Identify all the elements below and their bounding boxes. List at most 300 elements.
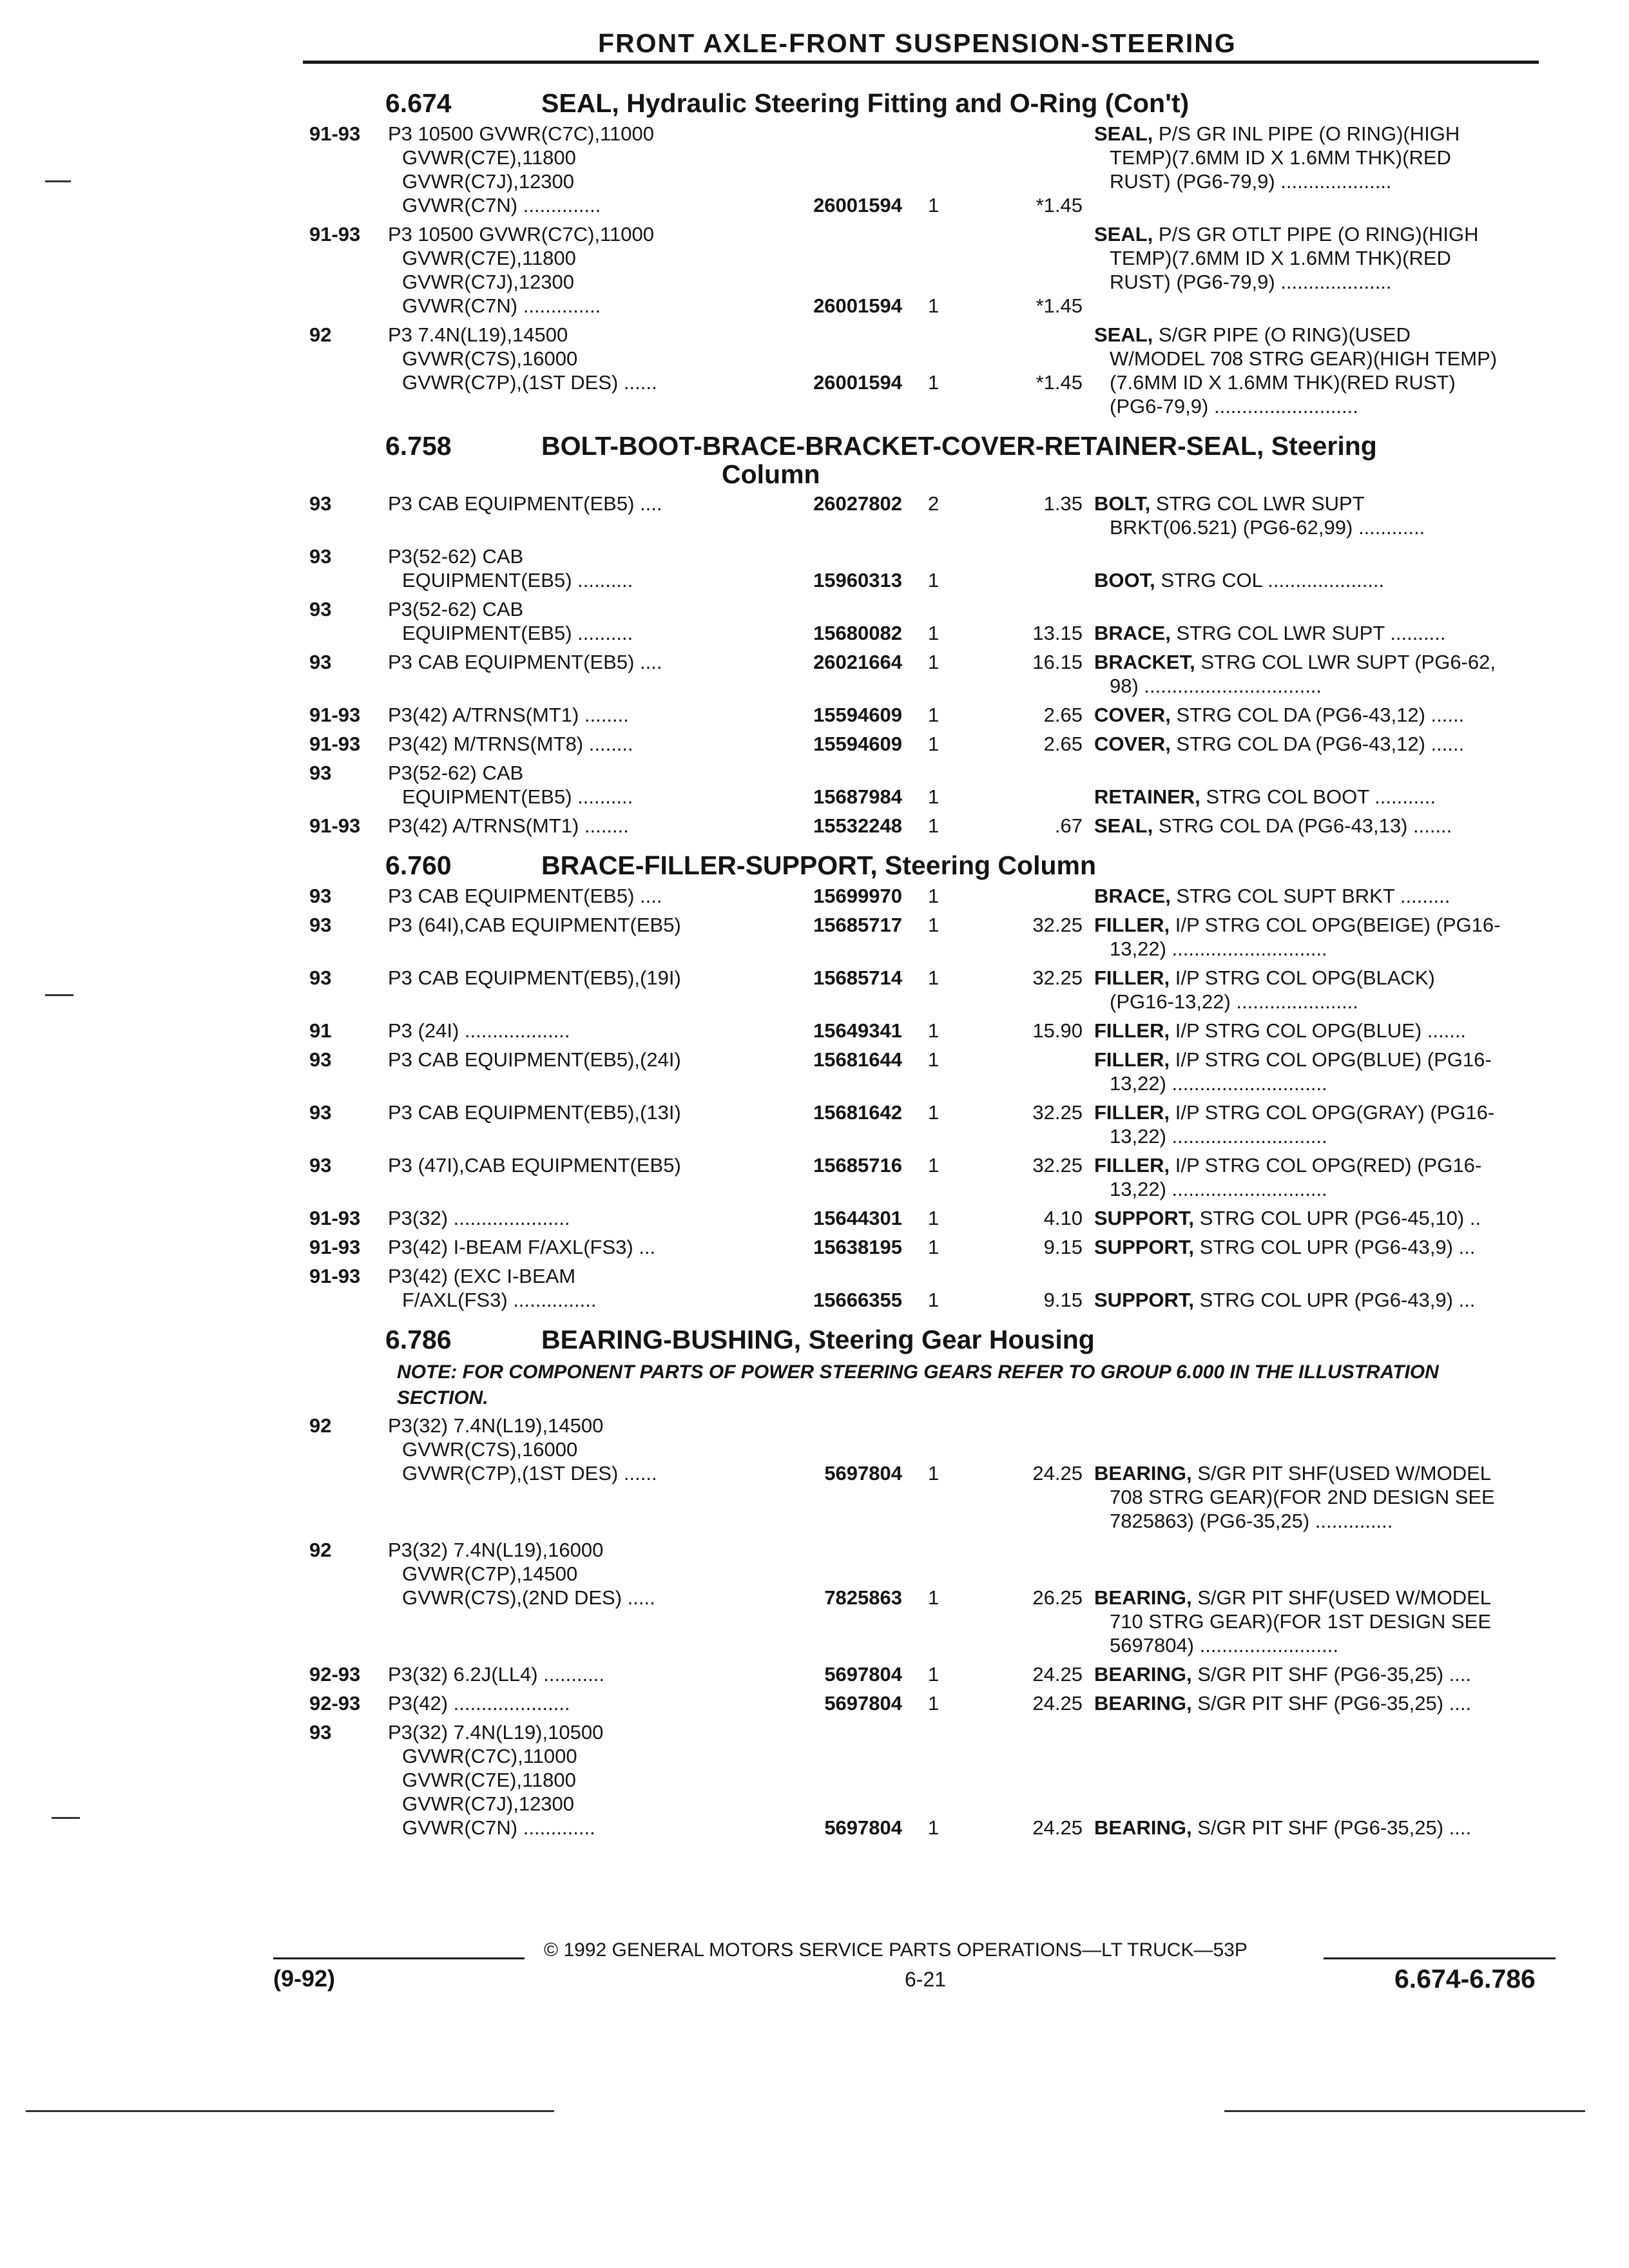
part-row [309,814,1553,843]
price: 24.25 [1032,1663,1083,1686]
usage-line: GVWR(C7N) ............. [402,1816,595,1839]
description-line: (PG6-79,9) .......................... [1110,395,1358,418]
part-number: 15685717 [813,914,902,936]
usage-line: P3(52-62) CAB [388,598,524,620]
model-year: 91 [309,1019,332,1042]
model-year: 92 [309,323,332,346]
usage-text [388,1662,775,1686]
usage-text [388,703,775,727]
price: 2.65 [1043,733,1083,755]
part-row [309,1414,1553,1538]
part-number: 5697804 [824,1692,902,1715]
price: 15.90 [1032,1019,1083,1042]
usage-line: GVWR(C7J),12300 [402,1792,575,1815]
description [1094,1264,1552,1312]
section-name: BEARING-BUSHING, Steering Gear Housing [541,1325,1095,1354]
description [1094,966,1552,1014]
margin-mark [52,1817,80,1819]
section-range: 6.674-6.786 [1394,1964,1536,1994]
model-year: 91-93 [309,704,361,726]
part-number: 15594609 [813,733,902,755]
description [1094,650,1552,698]
description [1094,492,1552,539]
usage-line: GVWR(C7J),12300 [402,271,575,293]
part-number: 15685716 [813,1154,902,1177]
part-number: 15960313 [813,569,902,591]
price: 32.25 [1032,914,1083,936]
usage-line: GVWR(C7N) .............. [402,194,601,216]
quantity: 2 [928,492,940,515]
usage-line: P3 CAB EQUIPMENT(EB5),(24I) [388,1048,681,1071]
model-year: 91-93 [309,122,361,145]
price: 9.15 [1043,1289,1083,1311]
price: 13.15 [1032,622,1083,644]
part-row [309,492,1553,544]
part-row [309,761,1553,814]
bottom-rule-right [1224,2110,1585,2112]
description [1094,1662,1552,1686]
usage-line: GVWR(C7P),(1ST DES) ...... [402,1462,657,1485]
usage-text [388,323,775,394]
usage-line: P3(52-62) CAB [388,762,524,784]
description [1094,732,1552,756]
quantity: 1 [928,966,940,989]
part-row [309,1048,1553,1100]
price: 32.25 [1032,1154,1083,1177]
description-line: BOOT, STRG COL ..................... [1094,569,1385,591]
usage-text [388,597,775,645]
description-line: RETAINER, STRG COL BOOT ........... [1094,785,1436,808]
usage-text [388,1720,775,1840]
part-number: 15685714 [813,966,902,989]
price: 24.25 [1032,1462,1083,1485]
margin-mark [45,994,73,996]
footer-rule-left [273,1957,525,1959]
description-line: 708 STRG GEAR)(FOR 2ND DESIGN SEE [1110,1486,1495,1508]
part-row [309,1264,1553,1317]
description-line: BRACE, STRG COL LWR SUPT .......... [1094,622,1446,644]
usage-line: GVWR(C7E),11800 [402,1769,576,1791]
usage-line: P3 (24I) ................... [388,1019,570,1042]
description-line: RUST) (PG6-79,9) .................... [1110,170,1392,193]
description-line: BEARING, S/GR PIT SHF (PG6-35,25) .... [1094,1816,1472,1839]
usage-line: GVWR(C7P),14500 [402,1562,578,1585]
price: 24.25 [1032,1692,1083,1715]
part-number: 15644301 [813,1207,902,1229]
page-number: 6-21 [905,1968,947,1991]
usage-text [388,1206,775,1230]
part-row [309,913,1553,966]
price: 9.15 [1043,1236,1083,1258]
description-line: (PG16-13,22) ...................... [1110,990,1358,1013]
usage-line: P3(42) (EXC I-BEAM [388,1265,576,1287]
quantity: 1 [928,651,940,673]
usage-line: EQUIPMENT(EB5) .......... [402,785,633,808]
model-year: 93 [309,651,332,673]
part-row [309,323,1553,423]
section-number: 6.758 [385,431,452,461]
usage-text [388,1414,775,1485]
part-number: 15532248 [813,814,902,837]
usage-line: P3(42) ..................... [388,1692,570,1715]
usage-text [388,1235,775,1259]
part-number: 5697804 [824,1816,902,1839]
part-row [309,703,1553,732]
description [1094,814,1552,838]
section-heading [309,431,1553,489]
quantity: 1 [928,1207,940,1229]
description-line: RUST) (PG6-79,9) .................... [1110,271,1392,293]
quantity: 1 [928,1154,940,1177]
part-row [309,122,1553,222]
model-year: 93 [309,1101,332,1124]
description-line: SEAL, STRG COL DA (PG6-43,13) ....... [1094,814,1452,837]
price: 32.25 [1032,1101,1083,1124]
quantity: 1 [928,1586,940,1609]
part-row [309,1691,1553,1720]
model-year: 92 [309,1414,332,1437]
description-line: COVER, STRG COL DA (PG6-43,12) ...... [1094,704,1465,726]
description-line: SEAL, P/S GR INL PIPE (O RING)(HIGH [1094,122,1460,145]
description [1094,1538,1552,1657]
description [1094,597,1552,645]
model-year: 92-93 [309,1663,361,1686]
description-line: TEMP)(7.6MM ID X 1.6MM THK)(RED [1110,146,1451,169]
usage-line: EQUIPMENT(EB5) .......... [402,622,633,644]
description [1094,1235,1552,1259]
price: 1.35 [1043,492,1083,515]
model-year: 91-93 [309,1236,361,1258]
description-line [1094,1768,1552,1792]
section-name: BRACE-FILLER-SUPPORT, Steering Column [541,850,1097,880]
model-year: 93 [309,1048,332,1071]
part-number: 15638195 [813,1236,902,1258]
description-line: 13,22) ............................ [1110,1125,1327,1148]
margin-mark [45,180,71,182]
usage-text [388,1264,775,1312]
usage-line: P3(32) 7.4N(L19),10500 [388,1721,604,1744]
quantity: 1 [928,814,940,837]
part-row [309,732,1553,761]
usage-text [388,884,775,908]
description [1094,323,1552,418]
usage-line: EQUIPMENT(EB5) .......... [402,569,633,591]
description [1094,1720,1552,1840]
section-heading [309,1325,1553,1356]
description-line: BRACE, STRG COL SUPT BRKT ......... [1094,885,1451,907]
description-line: (7.6MM ID X 1.6MM THK)(RED RUST) [1110,371,1456,394]
usage-line: GVWR(C7S),16000 [402,1438,578,1461]
usage-text [388,222,775,318]
section-heading [309,88,1553,119]
page-title: FRONT AXLE-FRONT SUSPENSION-STEERING [598,28,1237,58]
quantity: 1 [928,785,940,808]
part-number: 7825863 [824,1586,902,1609]
part-row [309,1153,1553,1206]
model-year: 93 [309,598,332,620]
description-line: SUPPORT, STRG COL UPR (PG6-45,10) .. [1094,1207,1481,1229]
part-number: 26001594 [813,294,902,317]
usage-line: P3 (47I),CAB EQUIPMENT(EB5) [388,1154,681,1177]
quantity: 1 [928,914,940,936]
model-year: 93 [309,492,332,515]
usage-line: P3 CAB EQUIPMENT(EB5),(13I) [388,1101,681,1124]
usage-line: P3(42) A/TRNS(MT1) ........ [388,704,629,726]
part-number: 15681644 [813,1048,902,1071]
description [1094,1153,1552,1201]
description-line: 5697804) ......................... [1110,1634,1338,1657]
quantity: 1 [928,1462,940,1485]
usage-line: P3(32) 6.2J(LL4) ........... [388,1663,604,1686]
description-line [1094,1264,1552,1288]
description [1094,884,1552,908]
description-line: 7825863) (PG6-35,25) .............. [1110,1510,1393,1532]
usage-line: P3 CAB EQUIPMENT(EB5),(19I) [388,966,681,989]
price: 16.15 [1032,651,1083,673]
description-line [1094,544,1552,568]
part-row [309,1206,1553,1235]
price: *1.45 [1036,194,1083,216]
description-line [1094,761,1552,785]
quantity: 1 [928,294,940,317]
quantity: 1 [928,1289,940,1311]
section-number: 6.760 [385,850,452,880]
section-note: NOTE: FOR COMPONENT PARTS OF POWER STEERING GEARS REFER TO GROUP 6.000 IN THE ILLUSTRATION SECTION. [397,1361,1439,1408]
usage-line: GVWR(C7S),(2ND DES) ..... [402,1586,655,1609]
part-row [309,597,1553,650]
description-line [1094,1414,1552,1437]
section-heading [309,850,1553,881]
description-line: FILLER, I/P STRG COL OPG(RED) (PG16- [1094,1154,1482,1177]
description [1094,1100,1552,1148]
part-number: 5697804 [824,1663,902,1686]
description-line [1094,1437,1552,1461]
usage-text [388,1691,775,1715]
price: *1.45 [1036,371,1083,394]
quantity: 1 [928,733,940,755]
description [1094,544,1552,592]
description-line: FILLER, I/P STRG COL OPG(BEIGE) (PG16- [1094,914,1501,936]
usage-text [388,1048,775,1072]
description-line: 98) ................................ [1110,675,1322,697]
section-name: BOLT-BOOT-BRACE-BRACKET-COVER-RETAINER-SEAL, Steering [541,431,1377,461]
section-name-cont: Column [722,459,820,489]
quantity: 1 [928,885,940,907]
quantity: 1 [928,1692,940,1715]
price: 24.25 [1032,1816,1083,1839]
description-line [1094,1720,1552,1744]
quantity: 1 [928,622,940,644]
usage-line: P3(32) 7.4N(L19),16000 [388,1539,604,1561]
description-line: W/MODEL 708 STRG GEAR)(HIGH TEMP) [1110,347,1498,370]
usage-line: P3 7.4N(L19),14500 [388,323,568,346]
part-number: 15666355 [813,1289,902,1311]
description [1094,1019,1552,1043]
description-line: BEARING, S/GR PIT SHF(USED W/MODEL [1094,1462,1492,1485]
description [1094,1048,1552,1095]
header-rule [303,61,1539,64]
part-number: 26001594 [813,371,902,394]
description [1094,913,1552,961]
description-line [1094,597,1552,621]
price: 26.25 [1032,1586,1083,1609]
part-row [309,650,1553,703]
description [1094,222,1552,294]
part-row [309,1662,1553,1691]
description-line: SEAL, S/GR PIPE (O RING)(USED [1094,323,1411,346]
part-number: 15699970 [813,885,902,907]
usage-text [388,492,775,515]
usage-line: GVWR(C7C),11000 [402,1745,577,1767]
usage-line: P3(42) M/TRNS(MT8) ........ [388,733,633,755]
price: 2.65 [1043,704,1083,726]
usage-text [388,761,775,809]
usage-line: GVWR(C7P),(1ST DES) ...... [402,371,657,394]
revision-date: (9-92) [273,1965,336,1992]
description-line: 13,22) ............................ [1110,937,1327,960]
quantity: 1 [928,1816,940,1839]
model-year: 93 [309,762,332,784]
description-line: SEAL, P/S GR OTLT PIPE (O RING)(HIGH [1094,223,1479,245]
usage-text [388,650,775,674]
usage-text [388,966,775,990]
usage-line: P3(42) I-BEAM F/AXL(FS3) ... [388,1236,656,1258]
usage-line: P3 CAB EQUIPMENT(EB5) .... [388,651,662,673]
usage-line: P3 CAB EQUIPMENT(EB5) .... [388,492,662,515]
description-line: FILLER, I/P STRG COL OPG(BLACK) [1094,966,1435,989]
description-line [1094,1792,1552,1816]
bottom-rule-left [26,2110,554,2112]
usage-line: GVWR(C7E),11800 [402,146,576,169]
description-line: 13,22) ............................ [1110,1072,1327,1095]
model-year: 93 [309,1721,332,1744]
description-line: SUPPORT, STRG COL UPR (PG6-43,9) ... [1094,1289,1476,1311]
part-number: 26001594 [813,194,902,216]
part-row [309,1100,1553,1153]
part-number: 15649341 [813,1019,902,1042]
price: .67 [1054,814,1083,837]
quantity: 1 [928,1663,940,1686]
model-year: 92-93 [309,1692,361,1715]
quantity: 1 [928,1048,940,1071]
part-row [309,1019,1553,1048]
model-year: 91-93 [309,733,361,755]
usage-line: GVWR(C7E),11800 [402,247,576,269]
usage-line: P3 10500 GVWR(C7C),11000 [388,122,654,145]
footer-rule-right [1324,1957,1556,1959]
description-line: BOLT, STRG COL LWR SUPT [1094,492,1365,515]
description [1094,122,1552,193]
description-line [1094,1744,1552,1768]
usage-line: P3(42) A/TRNS(MT1) ........ [388,814,629,837]
description-line: BRACKET, STRG COL LWR SUPT (PG6-62, [1094,651,1496,673]
usage-text [388,814,775,838]
description-line [1094,1562,1552,1586]
usage-text [388,1019,775,1043]
part-number: 15594609 [813,704,902,726]
description-line: SUPPORT, STRG COL UPR (PG6-43,9) ... [1094,1236,1476,1258]
part-row [309,966,1553,1019]
usage-line: P3 CAB EQUIPMENT(EB5) .... [388,885,662,907]
part-number: 15680082 [813,622,902,644]
section-number: 6.674 [385,88,452,118]
description-line: COVER, STRG COL DA (PG6-43,12) ...... [1094,733,1465,755]
usage-line: P3(52-62) CAB [388,545,524,568]
usage-line: P3 10500 GVWR(C7C),11000 [388,223,654,245]
model-year: 93 [309,1154,332,1177]
part-row [309,222,1553,323]
description-line: TEMP)(7.6MM ID X 1.6MM THK)(RED [1110,247,1451,269]
part-row [309,884,1553,913]
description-line: 13,22) ............................ [1110,1178,1327,1200]
usage-text [388,544,775,592]
model-year: 93 [309,885,332,907]
description-line: BEARING, S/GR PIT SHF (PG6-35,25) .... [1094,1663,1472,1686]
price: *1.45 [1036,294,1083,317]
description [1094,703,1552,727]
quantity: 1 [928,194,940,216]
quantity: 1 [928,704,940,726]
quantity: 1 [928,569,940,591]
part-row [309,544,1553,597]
part-row [309,1538,1553,1662]
part-number: 26021664 [813,651,902,673]
usage-text [388,732,775,756]
model-year: 91-93 [309,223,361,245]
section-number: 6.786 [385,1325,452,1354]
description-line: 710 STRG GEAR)(FOR 1ST DESIGN SEE [1110,1610,1492,1633]
price: 32.25 [1032,966,1083,989]
usage-line: GVWR(C7S),16000 [402,347,578,370]
quantity: 1 [928,1101,940,1124]
usage-line: F/AXL(FS3) ............... [402,1289,597,1311]
copyright-text: © 1992 GENERAL MOTORS SERVICE PARTS OPERATIONS—LT TRUCK—53P [544,1939,1248,1961]
model-year: 91-93 [309,814,361,837]
usage-text [388,1100,775,1124]
part-number: 26027802 [813,492,902,515]
price: 4.10 [1043,1207,1083,1229]
part-number: 15681642 [813,1101,902,1124]
description-line: FILLER, I/P STRG COL OPG(GRAY) (PG16- [1094,1101,1495,1124]
usage-line: P3(32) ..................... [388,1207,570,1229]
description-line: BEARING, S/GR PIT SHF (PG6-35,25) .... [1094,1692,1472,1715]
usage-text [388,1153,775,1177]
part-row [309,1235,1553,1264]
part-number: 5697804 [824,1462,902,1485]
section-name: SEAL, Hydraulic Steering Fitting and O-Ring (Con't) [541,88,1190,118]
description [1094,761,1552,809]
description-line: BRKT(06.521) (PG6-62,99) ............ [1110,516,1425,539]
usage-text [388,913,775,937]
description-line: FILLER, I/P STRG COL OPG(BLUE) ....... [1094,1019,1467,1042]
usage-line: GVWR(C7N) .............. [402,294,601,317]
description-line: FILLER, I/P STRG COL OPG(BLUE) (PG16- [1094,1048,1492,1071]
quantity: 1 [928,1019,940,1042]
model-year: 92 [309,1539,332,1561]
model-year: 91-93 [309,1265,361,1287]
parts-listing [309,81,1553,1845]
quantity: 1 [928,1236,940,1258]
description [1094,1206,1552,1230]
model-year: 91-93 [309,1207,361,1229]
model-year: 93 [309,966,332,989]
model-year: 93 [309,545,332,568]
description-line: BEARING, S/GR PIT SHF(USED W/MODEL [1094,1586,1492,1609]
part-row [309,1720,1553,1845]
usage-text [388,122,775,217]
usage-line: P3 (64I),CAB EQUIPMENT(EB5) [388,914,681,936]
part-number: 15687984 [813,785,902,808]
